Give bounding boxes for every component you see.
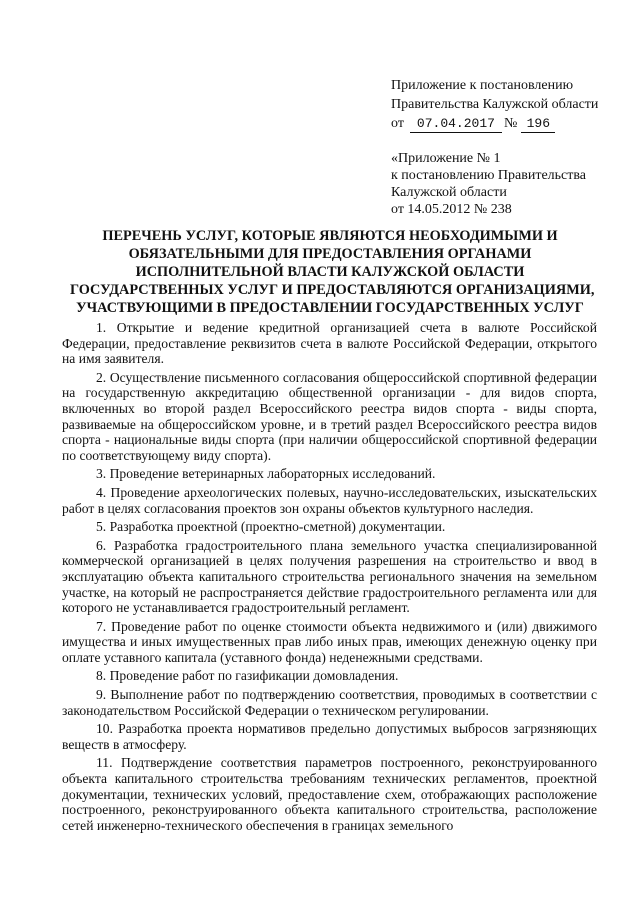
from-label: от [391,116,404,131]
title-line-3: ИСПОЛНИТЕЛЬНОЙ ВЛАСТИ КАЛУЖСКОЙ ОБЛАСТИ [135,264,525,280]
title-line-2: ОБЯЗАТЕЛЬНЫМИ ДЛЯ ПРЕДОСТАВЛЕНИЯ ОРГАНАМИ [128,246,532,262]
number-label: № [503,116,518,131]
list-item: 11. Подтверждение соответствия параметров построенного, реконструированного объекта капитального строительства требованиям технических регламентов, проектной документации, технических условий, предоставление схем, отображающих расположение построенного, реконструированного объекта капитального строительства, расположение сетей инженерно-технического обеспечения в границах земельного [62,755,597,833]
list-item: 5. Разработка проектной (проектно-сметной) документации. [96,519,446,535]
list-item: 8. Проведение работ по газификации домовладения. [96,668,399,684]
resolution-date: 07.04.2017 [410,116,502,133]
title-line-4: ГОСУДАРСТВЕННЫХ УСЛУГ И ПРЕДОСТАВЛЯЮТСЯ ОРГАНИЗАЦИЯМИ, [70,282,595,298]
list-item: 10. Разработка проекта нормативов предельно допустимых выбросов загрязняющих веществ в атмосферу. [62,721,597,752]
appendix-ref-line-1: «Приложение № 1 [391,151,501,166]
appendix-reference [391,150,631,218]
appendix-header [391,76,631,133]
list-item: 7. Проведение работ по оценке стоимости объекта недвижимого и (или) движимого имущества и иных имущественных прав либо иных прав, имеющих денежную оценку при оплате уставного капитала (уставного фонда) неденежными средствами. [62,618,597,665]
list-item: 3. Проведение ветеринарных лабораторных исследований. [96,466,436,482]
document-title [70,227,595,317]
title-line-5: УЧАСТВУЮЩИМИ В ПРЕДОСТАВЛЕНИИ ГОСУДАРСТВЕННЫХ УСЛУГ [76,300,584,316]
list-item: 2. Осуществление письменного согласования общероссийской спортивной федерации на государственную аккредитацию общественной организации - для видов спорта, включенных во второй раздел Всероссийского реестра видов спорта - виды спорта, развиваемые на общероссийском уровне, и в третий раздел Всероссийского реестра видов спорта - национальные виды спорта (при наличии общероссийской спортивной федерации по соответствующему виду спорта). [62,369,597,463]
appendix-ref-line-2: к постановлению Правительства [391,168,587,183]
appendix-ref-line-4: от 14.05.2012 № 238 [391,202,512,217]
appendix-line-2: Правительства Калужской области [391,97,599,112]
list-item: 4. Проведение археологических полевых, научно-исследовательских, изыскательских работ в целях согласования проектов зон охраны объектов культурного наследия. [62,484,597,516]
title-line-1: ПЕРЕЧЕНЬ УСЛУГ, КОТОРЫЕ ЯВЛЯЮТСЯ НЕОБХОДИМЫМИ И [102,228,558,244]
resolution-number: 196 [521,116,555,133]
list-item: 1. Открытие и ведение кредитной организацией счета в валюте Российской Федерации, предоставление реквизитов счета в валюте Российской Федерации, открытого на имя заявителя. [62,320,597,367]
list-item: 6. Разработка градостроительного плана земельного участка специализированной коммерческой организацией в целях получения разрешения на строительство и ввод в эксплуатацию объекта капитального строительства регионального значения на земельном участке, на который не распространяется действие градостроительного регламента или для которого не устанавливается градостроительный регламент. [62,537,597,616]
appendix-ref-line-3: Калужской области [391,185,507,200]
list-item: 9. Выполнение работ по подтверждению соответствия, проводимых в соответствии с законодательством Российской Федерации о техническом регулировании. [62,687,597,718]
services-list [62,320,597,836]
resolution-date-line [391,114,631,133]
appendix-line-1: Приложение к постановлению [391,78,574,93]
